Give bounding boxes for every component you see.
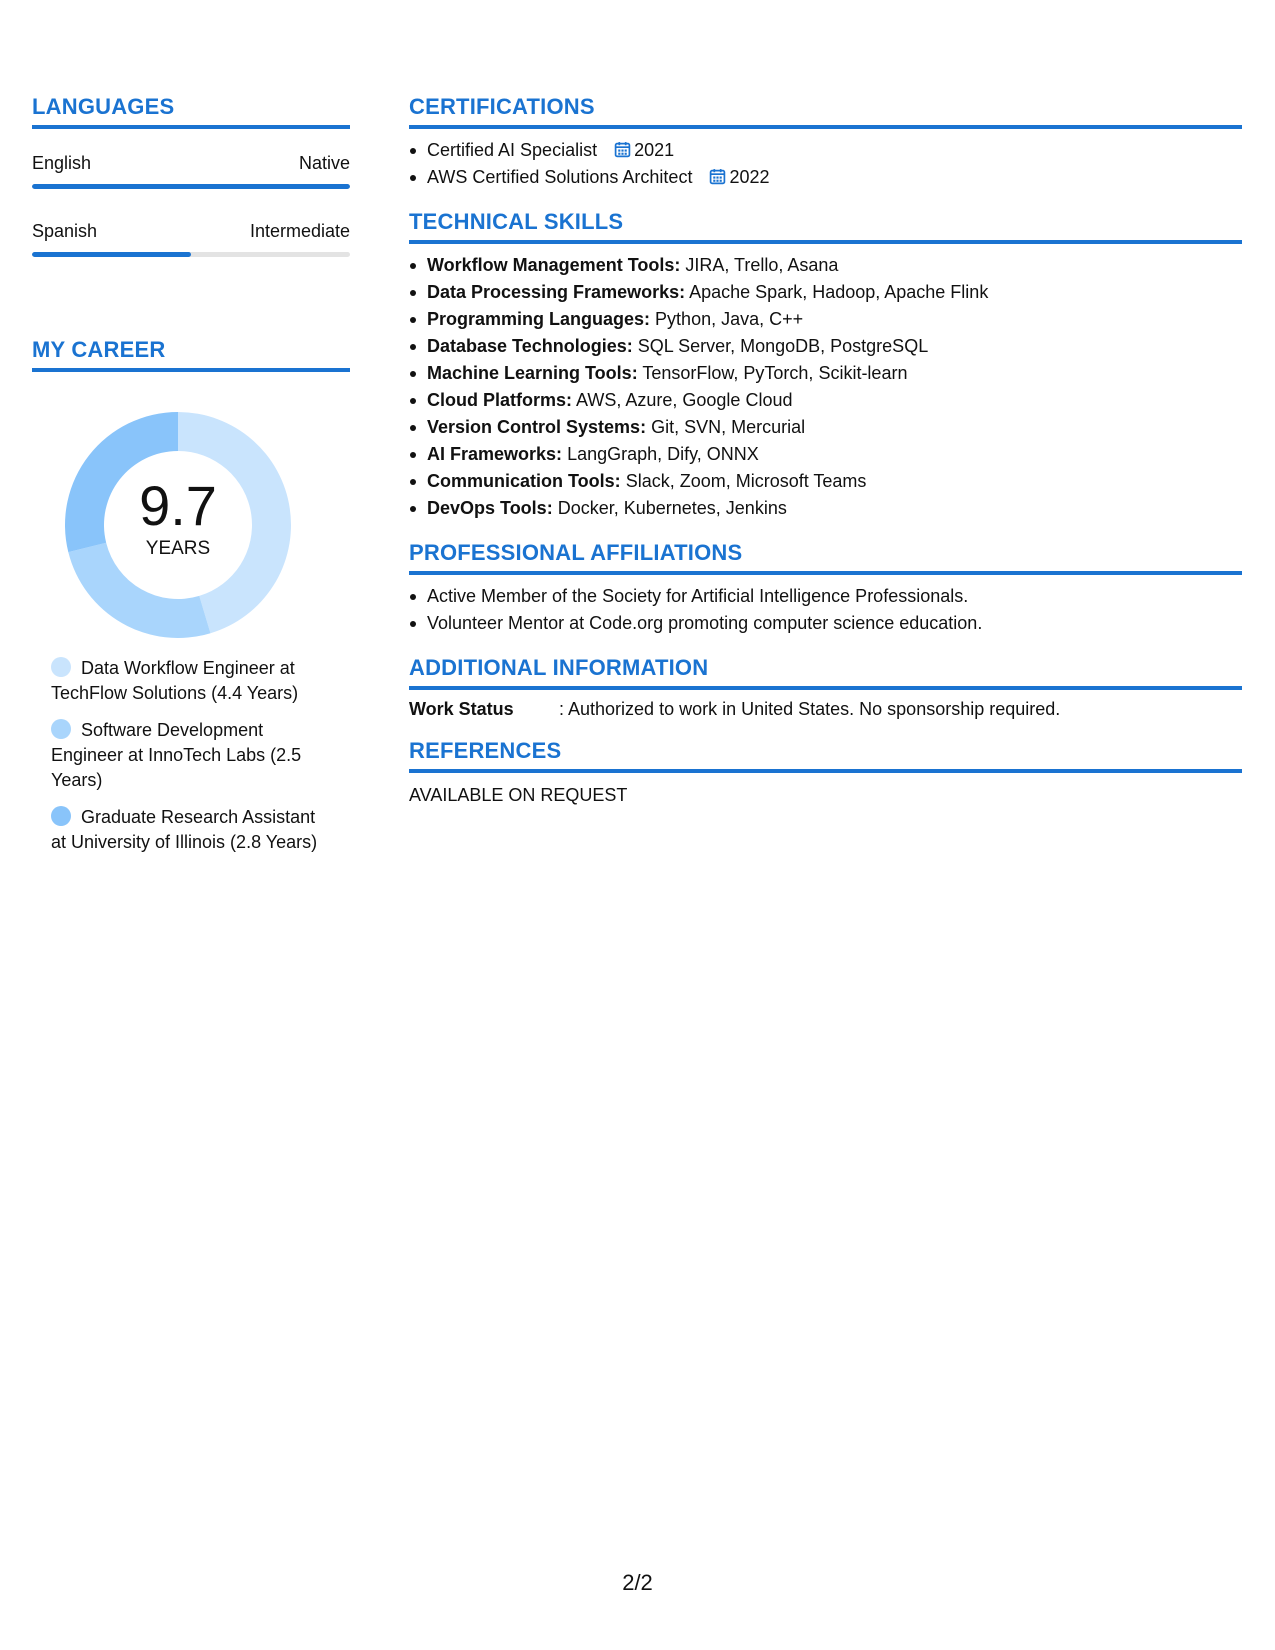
career-role-label: Data Workflow Engineer at TechFlow Solutions (4.4 Years) [51,658,299,703]
career-donut-chart [32,402,350,642]
skill-value: Python, Java, C++ [655,309,804,329]
skill-value: AWS, Azure, Google Cloud [576,390,793,410]
skill-value: Slack, Zoom, Microsoft Teams [625,471,867,491]
language-level: Intermediate [249,221,350,241]
skill-item [409,387,1242,414]
language-proficiency-bar [32,252,350,257]
skill-label: Programming Languages: [427,309,651,329]
skill-item [409,279,1242,306]
work-status-row [409,699,1242,720]
certification-name: AWS Certified Solutions Architect [427,167,693,187]
skill-label: Database Technologies: [427,336,633,356]
language-item [32,153,350,189]
skill-item [409,468,1242,495]
language-name: Spanish [32,221,98,241]
languages-section [32,94,350,257]
skill-label: Cloud Platforms: [427,390,573,410]
legend-dot-icon [51,719,71,739]
skill-label: DevOps Tools: [427,498,553,518]
certification-year: 2022 [729,167,770,187]
skill-item [409,306,1242,333]
languages-title: LANGUAGES [32,94,350,129]
language-proficiency-bar [32,184,350,189]
career-section [32,337,350,855]
calendar-icon [709,168,726,185]
skills-list [409,252,1242,522]
additional-info-section [409,655,1242,720]
page-number: 2/2 [622,1570,653,1595]
skill-value: LangGraph, Dify, ONNX [567,444,759,464]
work-status-value: : Authorized to work in United States. No sponsorship required. [559,699,1061,719]
calendar-icon [614,141,631,158]
skill-value: Apache Spark, Hadoop, Apache Flink [689,282,989,302]
language-proficiency-fill [32,252,191,257]
affiliation-item: Active Member of the Society for Artificial Intelligence Professionals. [409,583,1242,610]
language-name: English [32,153,92,173]
references-section [409,738,1242,806]
affiliations-title: PROFESSIONAL AFFILIATIONS [409,540,1242,575]
technical-skills-title: TECHNICAL SKILLS [409,209,1242,244]
affiliations-section [409,540,1242,637]
skill-item [409,360,1242,387]
career-role-label: Graduate Research Assistant at University of Illinois (2.8 Years) [51,807,318,852]
career-role-item [51,805,332,855]
career-role-label: Software Development Engineer at InnoTech Labs (2.5 Years) [51,720,302,790]
skill-label: Workflow Management Tools: [427,255,681,275]
affiliation-item: Volunteer Mentor at Code.org promoting computer science education. [409,610,1242,637]
certification-name: Certified AI Specialist [427,140,598,160]
skill-item [409,333,1242,360]
skill-label: AI Frameworks: [427,444,563,464]
career-total-years: 9.7 [139,474,217,537]
skill-item [409,414,1242,441]
skill-value: Git, SVN, Mercurial [651,417,806,437]
language-item [32,221,350,257]
language-proficiency-fill [32,184,350,189]
skill-value: JIRA, Trello, Asana [685,255,839,275]
certification-year: 2021 [634,140,675,160]
skill-item [409,252,1242,279]
donut-center [65,412,291,638]
technical-skills-section [409,209,1242,522]
references-text: AVAILABLE ON REQUEST [409,785,628,805]
legend-dot-icon [51,657,71,677]
skill-value: SQL Server, MongoDB, PostgreSQL [637,336,929,356]
additional-info-title: ADDITIONAL INFORMATION [409,655,1242,690]
skill-item [409,495,1242,522]
skill-label: Version Control Systems: [427,417,647,437]
career-years-unit: YEARS [145,538,211,559]
career-legend [32,656,332,855]
career-role-item [51,656,332,706]
references-title: REFERENCES [409,738,1242,773]
skill-label: Data Processing Frameworks: [427,282,686,302]
language-level: Native [298,153,350,173]
certification-item [409,164,1242,191]
certifications-section [409,94,1242,191]
certifications-list [409,137,1242,191]
left-column [32,94,350,867]
skill-item [409,441,1242,468]
certifications-title: CERTIFICATIONS [409,94,1242,129]
career-title: MY CAREER [32,337,350,372]
skill-value: TensorFlow, PyTorch, Scikit-learn [642,363,908,383]
work-status-label: Work Status [409,699,514,719]
affiliations-list [409,583,1242,637]
skill-label: Machine Learning Tools: [427,363,638,383]
skill-value: Docker, Kubernetes, Jenkins [557,498,787,518]
legend-dot-icon [51,806,71,826]
right-column [409,94,1242,824]
skill-label: Communication Tools: [427,471,621,491]
career-role-item [51,718,332,793]
certification-item [409,137,1242,164]
